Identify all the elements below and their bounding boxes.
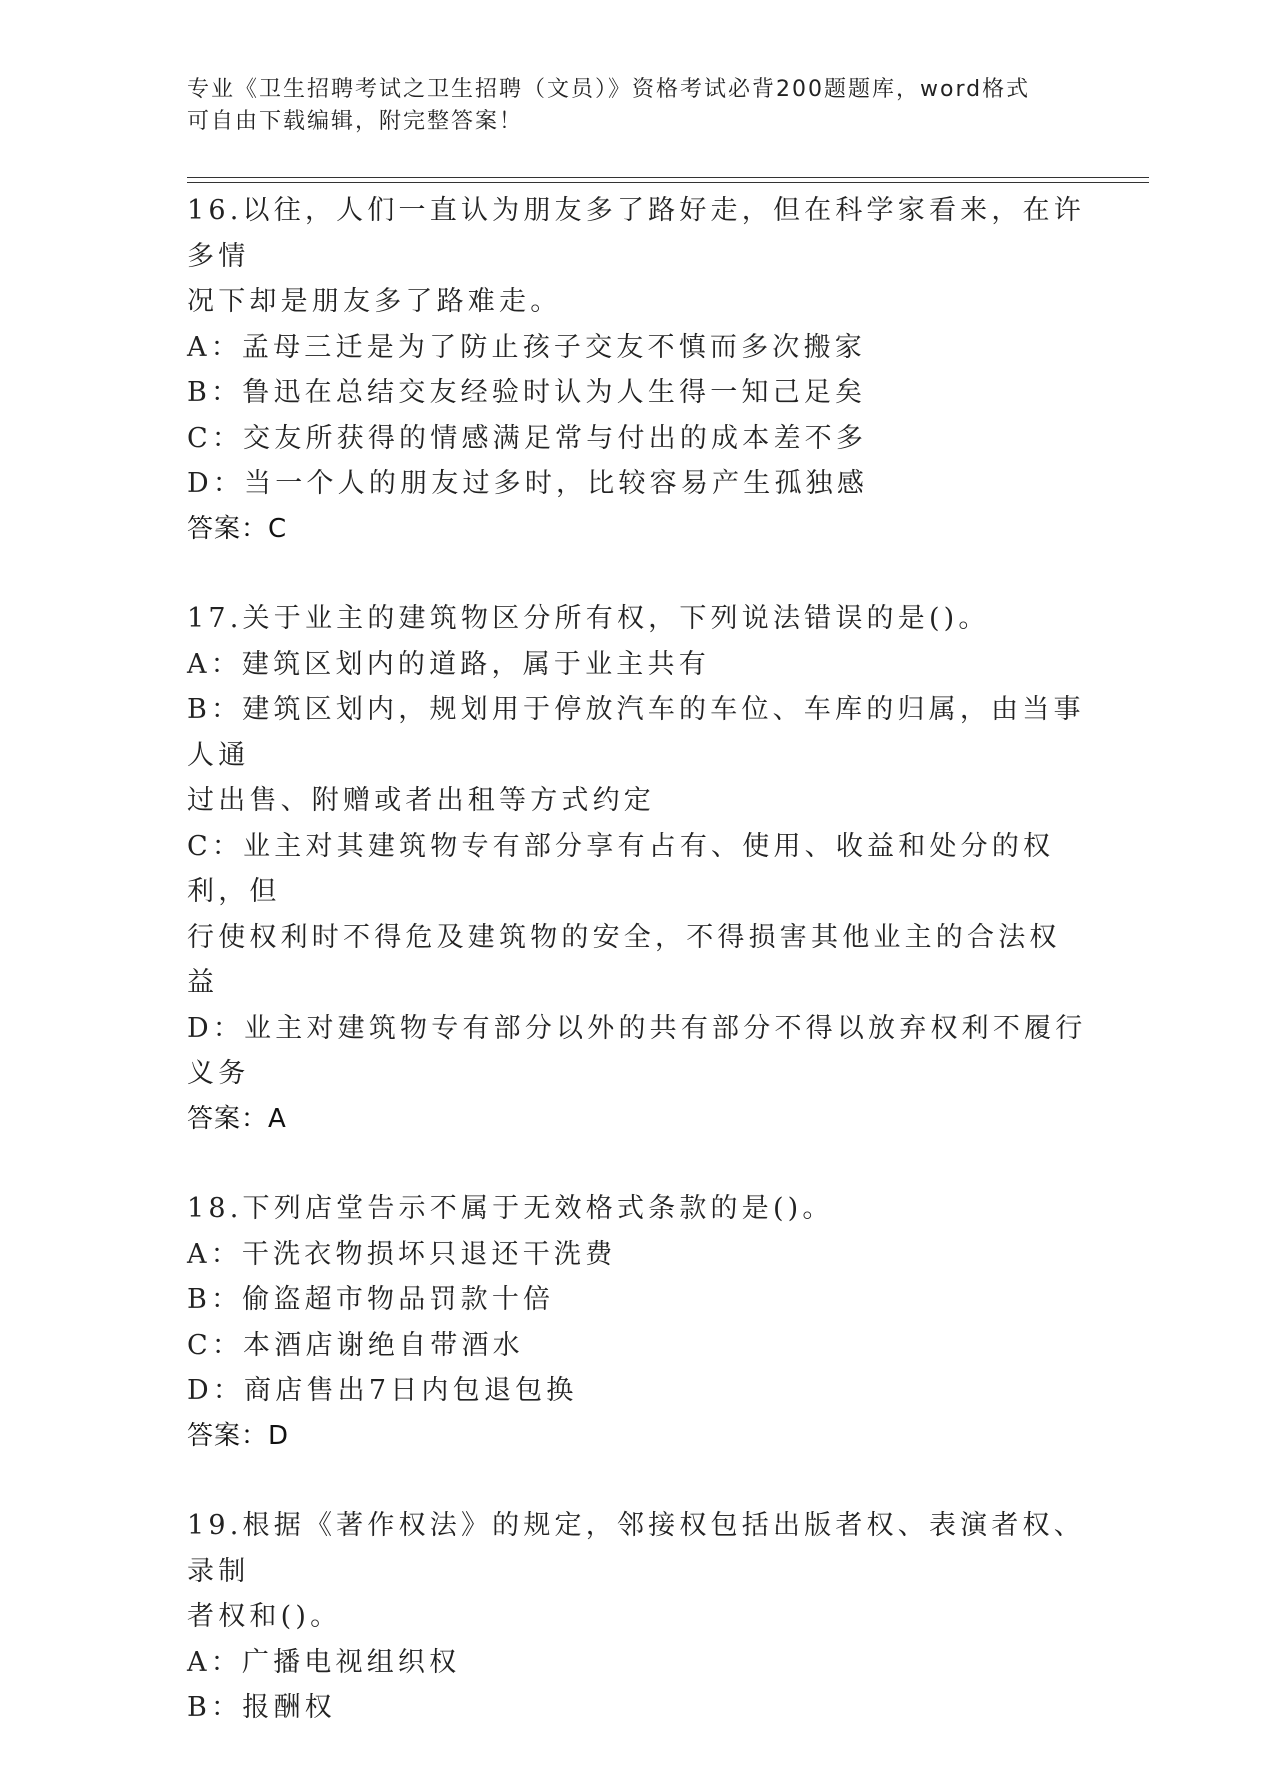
option-b: B：偷盗超市物品罚款十倍 <box>187 1284 555 1315</box>
answer-label: 答案：C <box>187 513 288 544</box>
question-stem-cont: 者权和()。 <box>187 1601 342 1632</box>
header-divider-double <box>187 182 1149 183</box>
option-c: C：业主对其建筑物专有部分享有占有、使用、收益和处分的权利，但 <box>187 830 1055 907</box>
option-b: B：鲁迅在总结交友经验时认为人生得一知己足矣 <box>187 377 867 408</box>
option-a: A：孟母三迁是为了防止孩子交友不慎而多次搬家 <box>187 331 866 363</box>
option-b: B：建筑区划内，规划用于停放汽车的车位、车库的归属，由当事人通 <box>187 694 1085 771</box>
document-header <box>187 74 1067 138</box>
option-c: C：本酒店谢绝自带酒水 <box>187 1329 524 1361</box>
question-list <box>187 188 1087 1775</box>
option-b-cont: 过出售、附赠或者出租等方式约定 <box>187 785 655 816</box>
option-d: D：商店售出7日内包退包换 <box>187 1375 578 1406</box>
question-19 <box>187 1503 1087 1731</box>
option-d: D：业主对建筑物专有部分以外的共有部分不得以放弃权利不履行义务 <box>187 1012 1087 1089</box>
option-b: B：报酬权 <box>187 1692 336 1723</box>
question-stem: 19.根据《著作权法》的规定，邻接权包括出版者权、表演者权、录制 <box>187 1510 1085 1587</box>
option-c-cont: 行使权利时不得危及建筑物的安全，不得损害其他业主的合法权益 <box>187 921 1061 998</box>
option-a: A：建筑区划内的道路，属于业主共有 <box>187 648 710 680</box>
header-line-2: 可自由下载编辑，附完整答案！ <box>187 109 524 134</box>
question-stem: 18.下列店堂告示不属于无效格式条款的是()。 <box>187 1193 834 1224</box>
option-c: C：交友所获得的情感满足常与付出的成本差不多 <box>187 422 868 454</box>
header-line-1: 专业《卫生招聘考试之卫生招聘（文员）》资格考试必背200题题库，word格式 <box>187 77 1031 102</box>
question-stem: 17.关于业主的建筑物区分所有权，下列说法错误的是()。 <box>187 603 990 634</box>
header-divider <box>187 177 1149 178</box>
answer-label: 答案：D <box>187 1420 290 1451</box>
question-stem: 16.以往，人们一直认为朋友多了路好走，但在科学家看来，在许多情 <box>187 195 1085 272</box>
option-a: A：广播电视组织权 <box>187 1646 461 1678</box>
option-d: D：当一个人的朋友过多时，比较容易产生孤独感 <box>187 468 869 499</box>
option-a: A：干洗衣物损坏只退还干洗费 <box>187 1238 617 1270</box>
question-16 <box>187 188 1087 552</box>
question-stem-cont: 况下却是朋友多了路难走。 <box>187 286 562 317</box>
answer-label: 答案：A <box>187 1103 287 1134</box>
question-18 <box>187 1186 1087 1459</box>
question-17 <box>187 596 1087 1142</box>
